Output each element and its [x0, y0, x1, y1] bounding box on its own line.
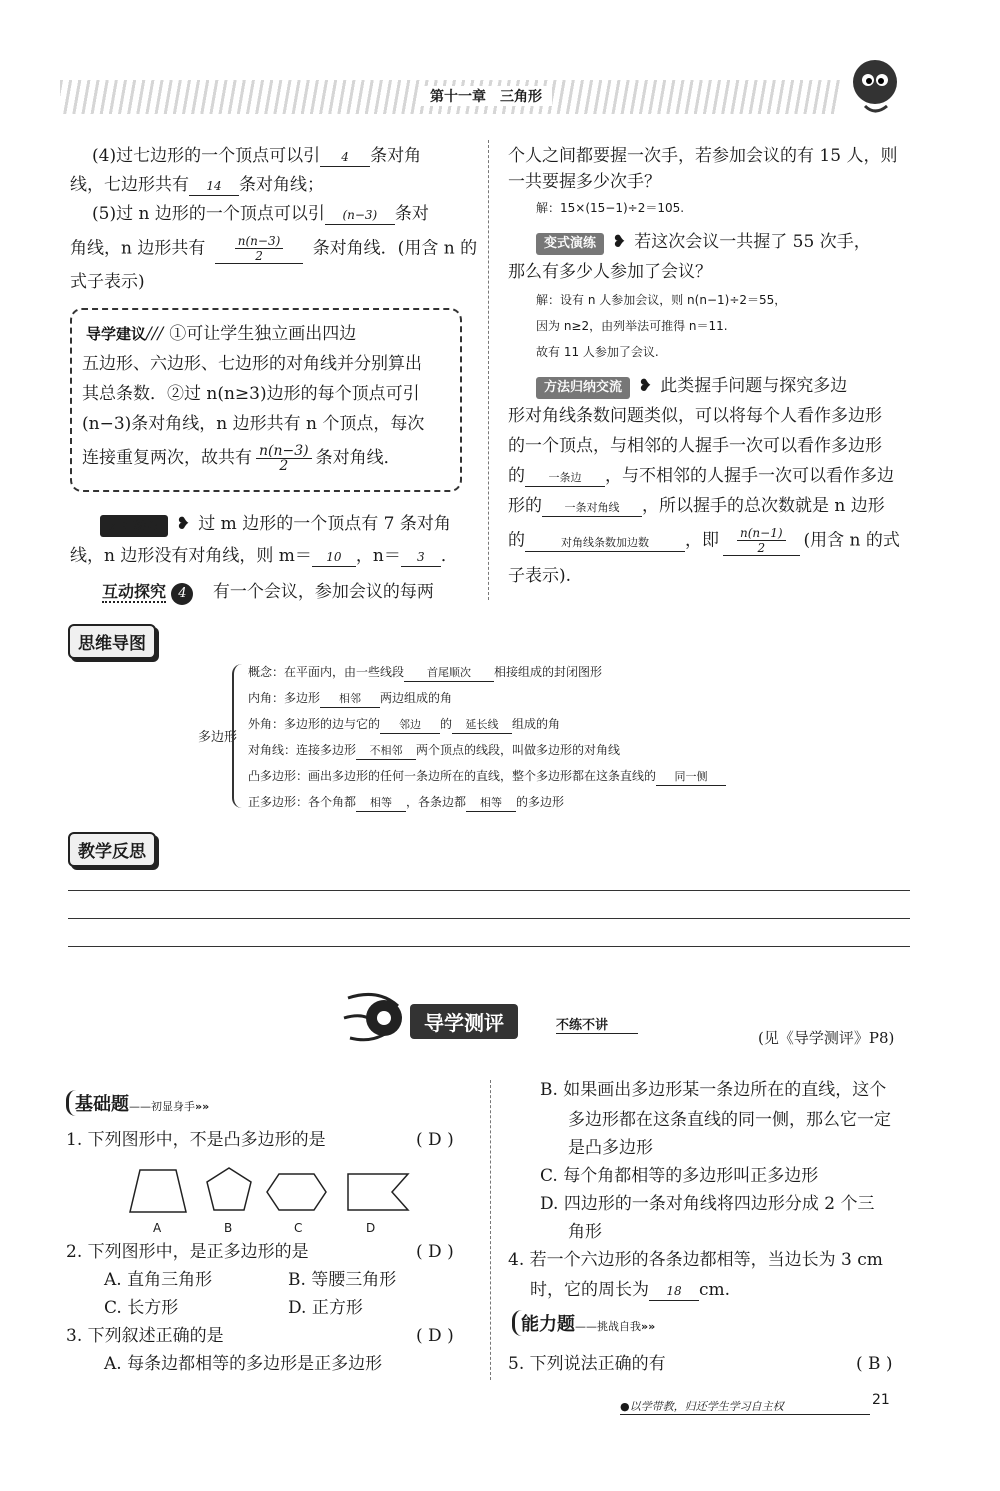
option-a-trapezoid	[130, 1170, 186, 1212]
mindmap-item-interior-angle: 内角：多边形 相邻 两边组成的角	[248, 688, 452, 708]
solution-2c: 故有 11 人参加了会议.	[536, 345, 659, 359]
q4-line-2: 时，它的周长为 18 cm.	[530, 1280, 731, 1300]
guide-line-2: 五边形、六边形、七边形的对角线并分别算出	[82, 354, 422, 374]
q2-option-d: D. 正方形	[288, 1298, 363, 1318]
explore-tag: 互动探究	[102, 582, 167, 601]
method-line-6: 的 对角线条数加边数 ，即 $\frac{n(n-1)}{2}$ (用含 n 的式	[508, 526, 900, 555]
method-line-3: 的一个顶点，与相邻的人握手一次可以看作多边形	[508, 436, 882, 456]
q5-line-a: (5)过 n 边形的一个顶点可以引 (n−3) 条对	[92, 204, 429, 224]
answer-blank: 14	[189, 177, 239, 196]
explore-number-badge: 4	[171, 583, 193, 605]
q2-option-a: A. 直角三角形	[104, 1270, 213, 1290]
method-line-7: 子表示).	[508, 566, 572, 586]
q4-line-1: 4. 若一个六边形的各条边都相等，当边长为 3 cm	[508, 1250, 883, 1270]
q5-line-b: 角线，n 边形共有 $\frac{n(n-3)}{2}$ 条对角线．(用含 n 的	[70, 234, 478, 263]
fraction: $\frac{n(n-3)}{2}$	[215, 234, 304, 264]
method-tag: 方法归纳交流	[536, 377, 630, 399]
option-label-c: C	[294, 1221, 303, 1235]
answer-blank: 4	[320, 148, 370, 167]
basic-q3: 3. 下列叙述正确的是	[66, 1326, 224, 1346]
problem-line-1: 个人之间都要握一次手，若参加会议的有 15 人，则	[508, 146, 898, 166]
q3-option-a: A. 每条边都相等的多边形是正多边形	[104, 1354, 383, 1374]
exercise-line-b: 线，n 边形没有对角线，则 m＝ 10 ，n＝ 3 ．	[70, 546, 458, 566]
q3-option-b-2: 多边形都在这条直线的同一侧，那么它一定	[568, 1110, 891, 1130]
variant-tag: 变式演练	[536, 233, 604, 255]
reflection-title: 教学反思	[68, 832, 156, 867]
option-label-b: B	[224, 1221, 233, 1235]
variant-line-a: 变式演练 ❥ 若这次会议一共握了 55 次手，	[536, 228, 871, 256]
q2-option-b: B. 等腰三角形	[288, 1270, 397, 1290]
column-divider-2	[490, 1080, 491, 1380]
mindmap-item-convex: 凸多边形：画出多边形的任何一条边所在的直线，整个多边形都在这条直线的 同一侧	[248, 766, 726, 786]
option-c-hexagon	[267, 1174, 326, 1210]
q5-line-c: 式子表示)	[70, 272, 145, 292]
explore-line: 互动探究 4 有一个会议，参加会议的每两	[102, 578, 434, 606]
method-line-4: 的 一条边 ，与不相邻的人握手一次可以看作多边	[508, 466, 894, 486]
assessment-reference: (见《导学测评》P8)	[758, 1029, 895, 1047]
mindmap-item-regular: 正多边形：各个角都 相等 ，各条边都 相等 的多边形	[248, 792, 564, 812]
banner-swirl-icon	[340, 988, 420, 1048]
variant-line-b: 那么有多少人参加了会议？	[508, 262, 712, 282]
mascot-icon	[840, 50, 910, 120]
option-d-concave-shape	[348, 1174, 408, 1210]
q3-option-d-1: D. 四边形的一条对角线将四边形分成 2 个三	[540, 1194, 875, 1214]
option-b-pentagon	[207, 1168, 251, 1210]
guide-line-1: 导学建议/// ①可让学生独立画出四边	[86, 324, 357, 344]
solution-2a: 解：设有 n 人参加会议，则 n(n−1)÷2＝55，	[536, 293, 787, 307]
reflection-rule-2	[68, 918, 910, 919]
column-divider	[488, 140, 489, 600]
solution-2b: 因为 n≥2，由列举法可推得 n＝11.	[536, 319, 728, 333]
mindmap-item-concept: 概念：在平面内，由一些线段 首尾顺次 相接组成的封闭图形	[248, 662, 602, 682]
q3-option-c: C. 每个角都相等的多边形叫正多边形	[540, 1166, 819, 1186]
assessment-banner: 导学测评	[410, 1004, 518, 1039]
problem-line-2: 一共要握多少次手？	[508, 172, 661, 192]
page-number: 21	[872, 1392, 890, 1408]
method-line-2: 形对角线条数问题类似，可以将每个人看作多边形	[508, 406, 882, 426]
guide-tag: 导学建议	[86, 325, 147, 343]
mindmap-item-exterior-angle: 外角：多边形的边与它的 邻边 的 延长线 组成的角	[248, 714, 560, 734]
reflection-rule-1	[68, 890, 910, 891]
mindmap-brace	[232, 664, 244, 808]
q3-option-b-1: B. 如果画出多边形某一条边所在的直线，这个	[540, 1080, 887, 1100]
exercise-line-a: 即时练习 ❥ 过 m 边形的一个顶点有 7 条对角	[100, 510, 451, 538]
option-label-d: D	[366, 1221, 376, 1235]
q3-option-d-2: 角形	[568, 1222, 602, 1242]
q3-option-b-3: 是凸多边形	[568, 1138, 653, 1158]
assessment-subtitle: 不练不讲	[556, 1014, 638, 1034]
advanced-section-title: 能力题——挑战自我»»	[512, 1310, 655, 1336]
basic-section-title: 基础题——初显身手»»	[66, 1090, 209, 1116]
q4-line-a: (4)过七边形的一个顶点可以引 4 条对角	[92, 146, 422, 166]
mindmap-title: 思维导图	[68, 624, 156, 659]
q5-answer: ( B )	[856, 1354, 893, 1374]
q4-line-b: 线，七边形共有 14 条对角线；	[70, 175, 324, 195]
basic-q2-answer: ( D )	[416, 1242, 454, 1262]
basic-q1-answer: ( D )	[416, 1130, 454, 1150]
basic-q1: 1. 下列图形中，不是凸多边形的是	[66, 1130, 326, 1150]
method-line-1: 方法归纳交流 ❥ 此类握手问题与探究多边	[536, 372, 847, 400]
q2-option-c: C. 长方形	[104, 1298, 179, 1318]
mindmap-item-diagonal: 对角线：连接多边形 不相邻 两个顶点的线段，叫做多边形的对角线	[248, 740, 620, 760]
basic-q2: 2. 下列图形中，是正多边形的是	[66, 1242, 309, 1262]
footer-slogan: ●以学带教，归还学生学习自主权	[620, 1398, 870, 1415]
guide-line-3: 其总条数．②过 n(n≥3)边形的每个顶点可引	[82, 384, 420, 404]
basic-q3-answer: ( D )	[416, 1326, 454, 1346]
q5: 5. 下列说法正确的有	[508, 1354, 666, 1374]
exercise-tag: 即时练习	[100, 515, 168, 537]
solution-1: 解：15×(15−1)÷2＝105.	[536, 201, 685, 215]
guide-line-5: 连接重复两次，故共有 $\frac{n(n-3)}{2}$ 条对角线．	[82, 443, 401, 474]
method-line-5: 形的 一条对角线 ，所以握手的总次数就是 n 边形	[508, 496, 885, 516]
option-label-a: A	[153, 1221, 162, 1235]
reflection-rule-3	[68, 946, 910, 947]
guide-line-4: (n−3)条对角线，n 边形共有 n 个顶点，每次	[82, 414, 425, 434]
answer-blank: (n−3)	[325, 206, 395, 225]
mindmap-root: 多边形	[198, 730, 238, 745]
chapter-title: 第十一章 三角形	[420, 86, 552, 106]
